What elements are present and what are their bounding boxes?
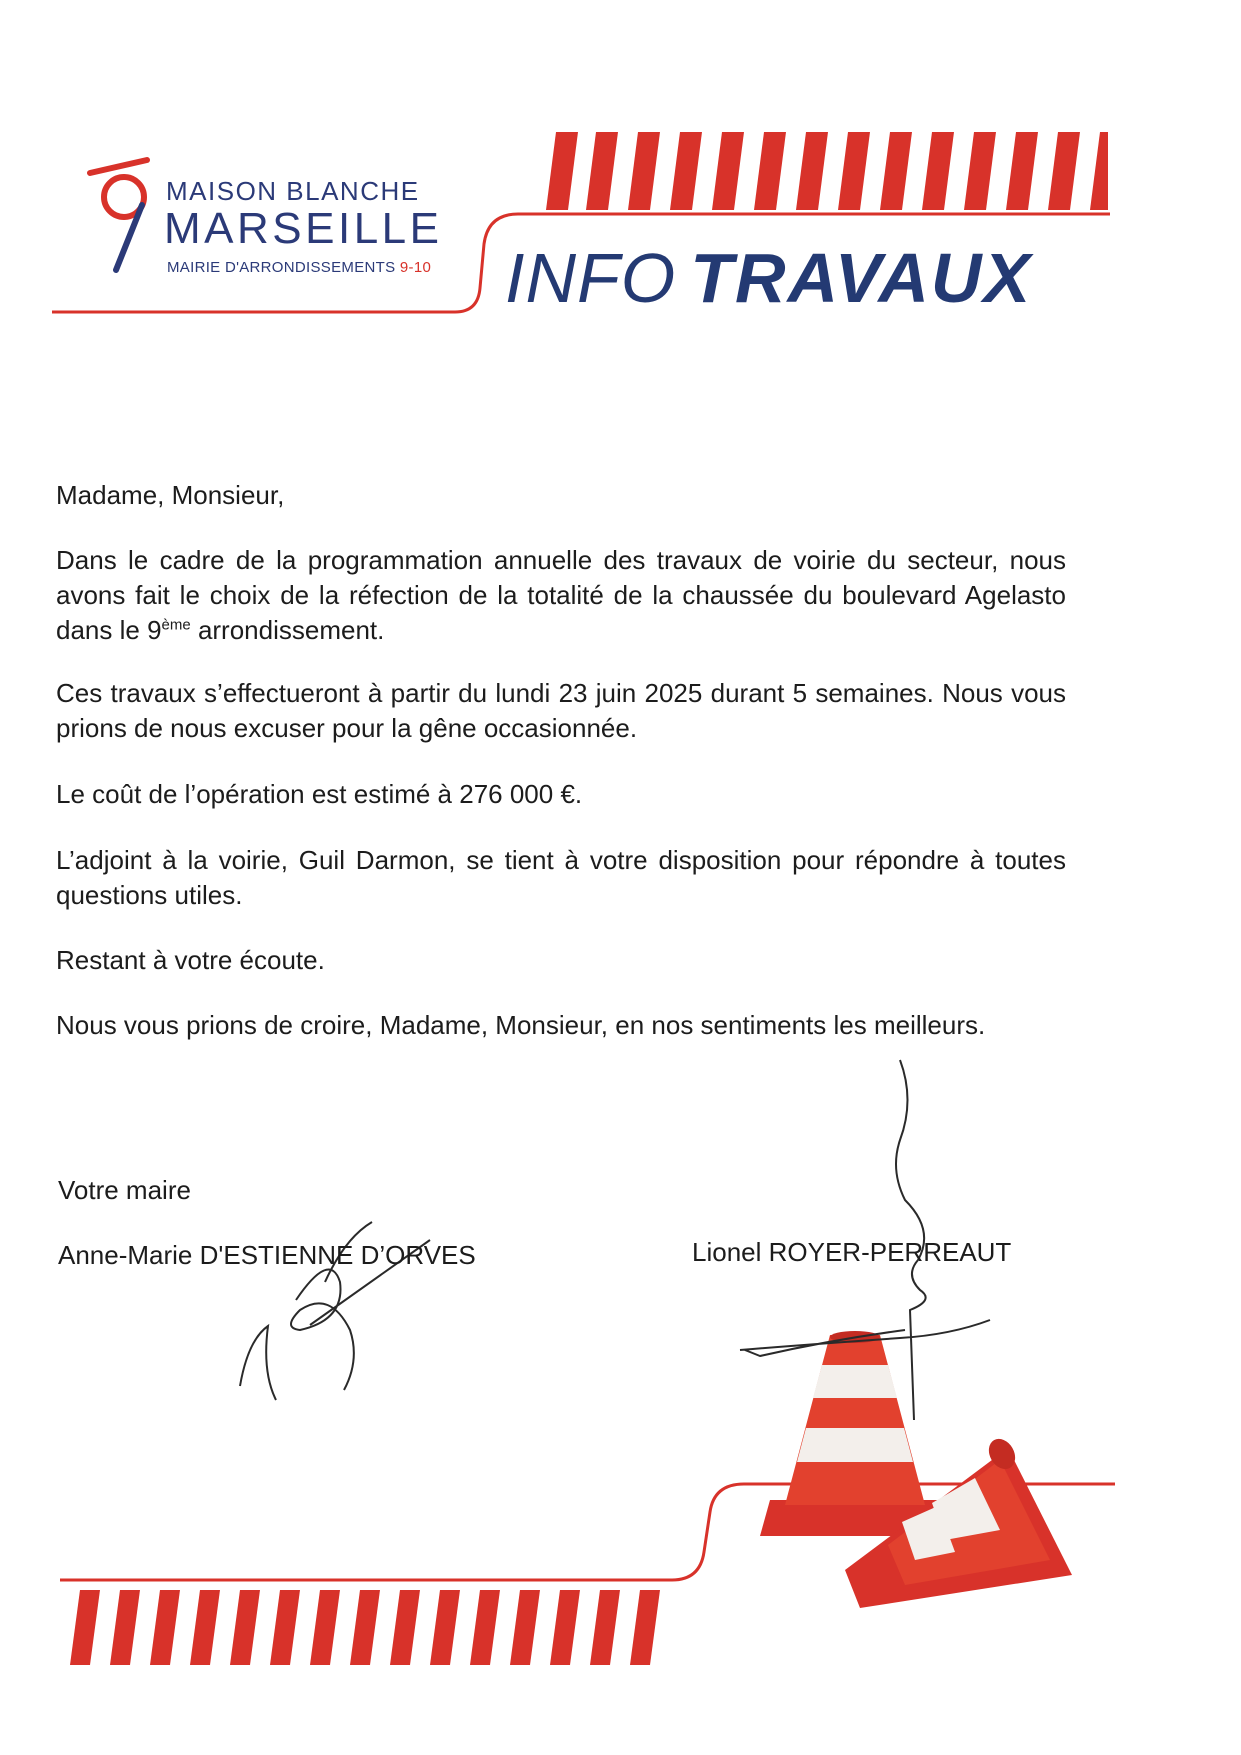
paragraph-programmation-text: Dans le cadre de la programmation annuelle des travaux de voirie du secteur, nous avons fait le choix de la réfection de la totalité de la chaussée du boulevard Agelasto dans le 9 <box>56 545 1066 645</box>
paragraph-programmation <box>56 543 1066 648</box>
paragraph-listening: Restant à votre écoute. <box>56 945 325 975</box>
bottom-warning-stripes <box>70 1590 660 1665</box>
signatory-right-name: Lionel ROYER-PERREAUT <box>692 1237 1012 1267</box>
top-warning-stripes <box>546 132 1108 210</box>
logo-mairie-text: MAIRIE D'ARRONDISSEMENTS <box>167 259 396 276</box>
logo-arrondissement-numbers: 9-10 <box>399 259 432 276</box>
ordinal-suffix: ème <box>161 616 191 634</box>
paragraph-programmation-end: arrondissement. <box>190 615 385 645</box>
paragraph-dates: Ces travaux s’effectueront à partir du lundi 23 juin 2025 durant 5 semaines. Nous vous prions de nous excuser pour la gêne occasionnée. <box>56 678 1066 743</box>
page-title <box>505 239 1033 317</box>
salutation: Madame, Monsieur, <box>56 480 285 510</box>
title-travaux: TRAVAUX <box>690 239 1033 317</box>
signatory-left-name: Anne-Marie D'ESTIENNE D’ORVES <box>58 1240 476 1270</box>
paragraph-closing-formula: Nous vous prions de croire, Madame, Monsieur, en nos sentiments les meilleurs. <box>56 1010 986 1040</box>
logo-line-mairie <box>167 259 431 276</box>
title-info: INFO <box>505 239 677 317</box>
logo-line-marseille: MARSEILLE <box>164 204 443 253</box>
logo-mark-icon <box>90 160 147 270</box>
paragraph-contact: L’adjoint à la voirie, Guil Darmon, se tient à votre disposition pour répondre à toutes questions utiles. <box>56 845 1066 910</box>
logo-line-maison-blanche: MAISON BLANCHE <box>166 176 420 206</box>
closing-votre-maire: Votre maire <box>58 1175 191 1205</box>
traffic-cone-icon <box>760 1331 949 1536</box>
paragraph-cost: Le coût de l’opération est estimé à 276 000 €. <box>56 779 583 809</box>
